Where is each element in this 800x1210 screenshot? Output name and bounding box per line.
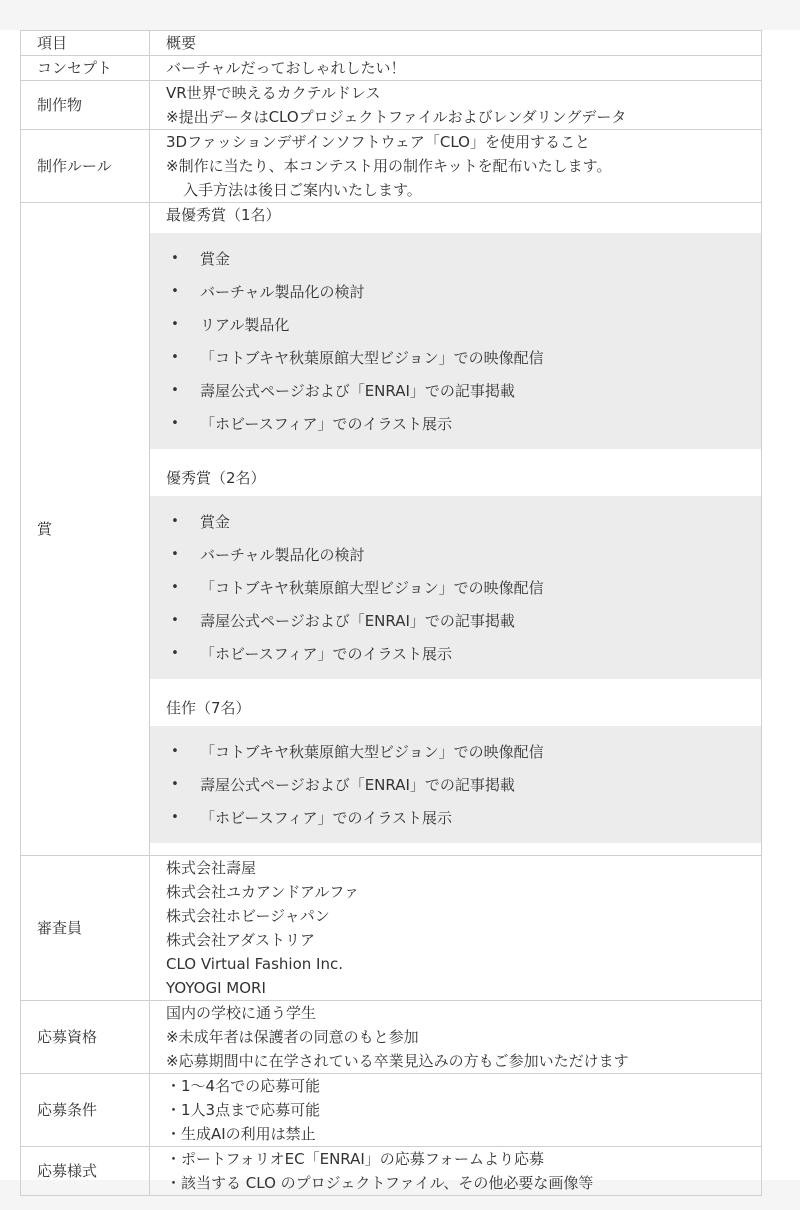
row-key [21,56,150,81]
row-value [150,130,762,203]
row-key [21,1074,150,1147]
prize-list [150,496,761,679]
prize-item-text: 「コトブキヤ秋葉原館大型ビジョン」での映像配信 [200,578,544,597]
bullet-icon: • [171,382,179,398]
row-value [150,1147,762,1196]
row-deliverable [21,81,762,130]
prize-item-text: 賞金 [200,249,231,268]
judge-name: 株式会社壽屋 [166,859,257,877]
row-key-label: 制作ルール [37,157,112,175]
bullet-icon: • [171,415,179,431]
list-item [150,242,761,275]
judge-name: 株式会社ホビージャパン [166,907,330,925]
row-key-label: 応募条件 [37,1101,98,1119]
prize-item-text: 「コトブキヤ秋葉原館大型ビジョン」での映像配信 [200,348,544,367]
row-value [150,81,762,130]
bullet-icon: • [171,809,179,825]
text-line: ・1〜4名での応募可能 [166,1077,321,1095]
header-value-label: 概要 [166,34,197,52]
text-line: ・生成AIの利用は禁止 [166,1125,316,1143]
list-item [150,275,761,308]
row-value [150,203,762,856]
judge-name: YOYOGI MORI [166,979,266,997]
row-key-label: 賞 [37,520,53,538]
bullet-icon: • [171,250,179,266]
list-item [150,604,761,637]
list-item [150,768,761,801]
bullet-icon: • [171,743,179,759]
row-prize [21,203,762,856]
row-key [21,1147,150,1196]
contest-overview-table [20,30,762,1196]
text-line: 入手方法は後日ご案内いたします。 [183,181,422,199]
row-key [21,1001,150,1074]
list-item [150,407,761,440]
bullet-icon: • [171,283,179,299]
bullet-icon: • [171,645,179,661]
list-item [150,308,761,341]
header-key-cell [21,31,150,56]
prize-item-text: 「ホビースフィア」でのイラスト展示 [200,414,453,433]
text-line: ・該当する CLO のプロジェクトファイル、その他必要な画像等 [166,1174,594,1192]
bullet-icon: • [171,776,179,792]
row-key [21,130,150,203]
text-line: 3Dファッションデザインソフトウェア「CLO」を使用すること [166,133,590,151]
prize-item-text: 「ホビースフィア」でのイラスト展示 [200,644,453,663]
prize-group-title: 優秀賞（2名） [166,469,266,487]
prize-list [150,233,761,449]
text-line: 国内の学校に通う学生 [166,1004,317,1022]
header-value-cell [150,31,762,56]
prize-item-text: バーチャル製品化の検討 [200,545,365,564]
prize-item-text: リアル製品化 [200,315,290,334]
text-line: ※未成年者は保護者の同意のもと参加 [166,1028,419,1046]
row-value [150,1001,762,1074]
judge-name: 株式会社アダストリア [166,931,315,949]
prize-list [150,726,761,843]
list-item [150,571,761,604]
prize-group-title: 佳作（7名） [166,699,251,717]
prize-item-text: バーチャル製品化の検討 [200,282,365,301]
list-item [150,735,761,768]
bullet-icon: • [171,316,179,332]
row-format [21,1147,762,1196]
prize-group-title: 最優秀賞（1名） [166,206,281,224]
text-line: VR世界で映えるカクテルドレス [166,84,381,102]
table-header-row [21,31,762,56]
row-key-label: 制作物 [37,96,83,114]
header-key-label: 項目 [37,34,68,52]
row-key-label: 応募資格 [37,1028,98,1046]
row-key [21,203,150,856]
concept-text: バーチャルだっておしゃれしたい！ [166,59,406,77]
prize-item-text: 壽屋公式ページおよび「ENRAI」での記事掲載 [200,381,515,400]
list-item [150,538,761,571]
list-item [150,341,761,374]
prize-item-text: 「コトブキヤ秋葉原館大型ビジョン」での映像配信 [200,742,544,761]
text-line: ※応募期間中に在学されている卒業見込みの方もご参加いただけます [166,1052,629,1070]
row-key-label: 応募様式 [37,1162,98,1180]
list-item [150,637,761,670]
text-line: ※提出データはCLOプロジェクトファイルおよびレンダリングデータ [166,108,627,126]
bullet-icon: • [171,579,179,595]
row-key-label: 審査員 [37,919,83,937]
prize-item-text: 賞金 [200,512,231,531]
row-value [150,56,762,81]
prize-item-text: 「ホビースフィア」でのイラスト展示 [200,808,453,827]
list-item [150,374,761,407]
text-line: ※制作に当たり、本コンテスト用の制作キットを配布いたします。 [166,157,612,175]
text-line: ・1人3点まで応募可能 [166,1101,321,1119]
prize-item-text: 壽屋公式ページおよび「ENRAI」での記事掲載 [200,611,515,630]
row-concept [21,56,762,81]
judge-name: 株式会社ユカアンドアルファ [166,883,360,901]
row-value [150,1074,762,1147]
row-value [150,856,762,1001]
row-key-label: コンセプト [37,59,113,77]
row-key [21,81,150,130]
bullet-icon: • [171,612,179,628]
row-rules [21,130,762,203]
bullet-icon: • [171,513,179,529]
row-judges [21,856,762,1001]
row-key [21,856,150,1001]
row-conditions [21,1074,762,1147]
text-line: ・ポートフォリオEC「ENRAI」の応募フォームより応募 [166,1150,545,1168]
prize-item-text: 壽屋公式ページおよび「ENRAI」での記事掲載 [200,775,515,794]
list-item [150,801,761,834]
judge-name: CLO Virtual Fashion Inc. [166,955,343,973]
list-item [150,505,761,538]
row-eligibility [21,1001,762,1074]
bullet-icon: • [171,546,179,562]
bullet-icon: • [171,349,179,365]
